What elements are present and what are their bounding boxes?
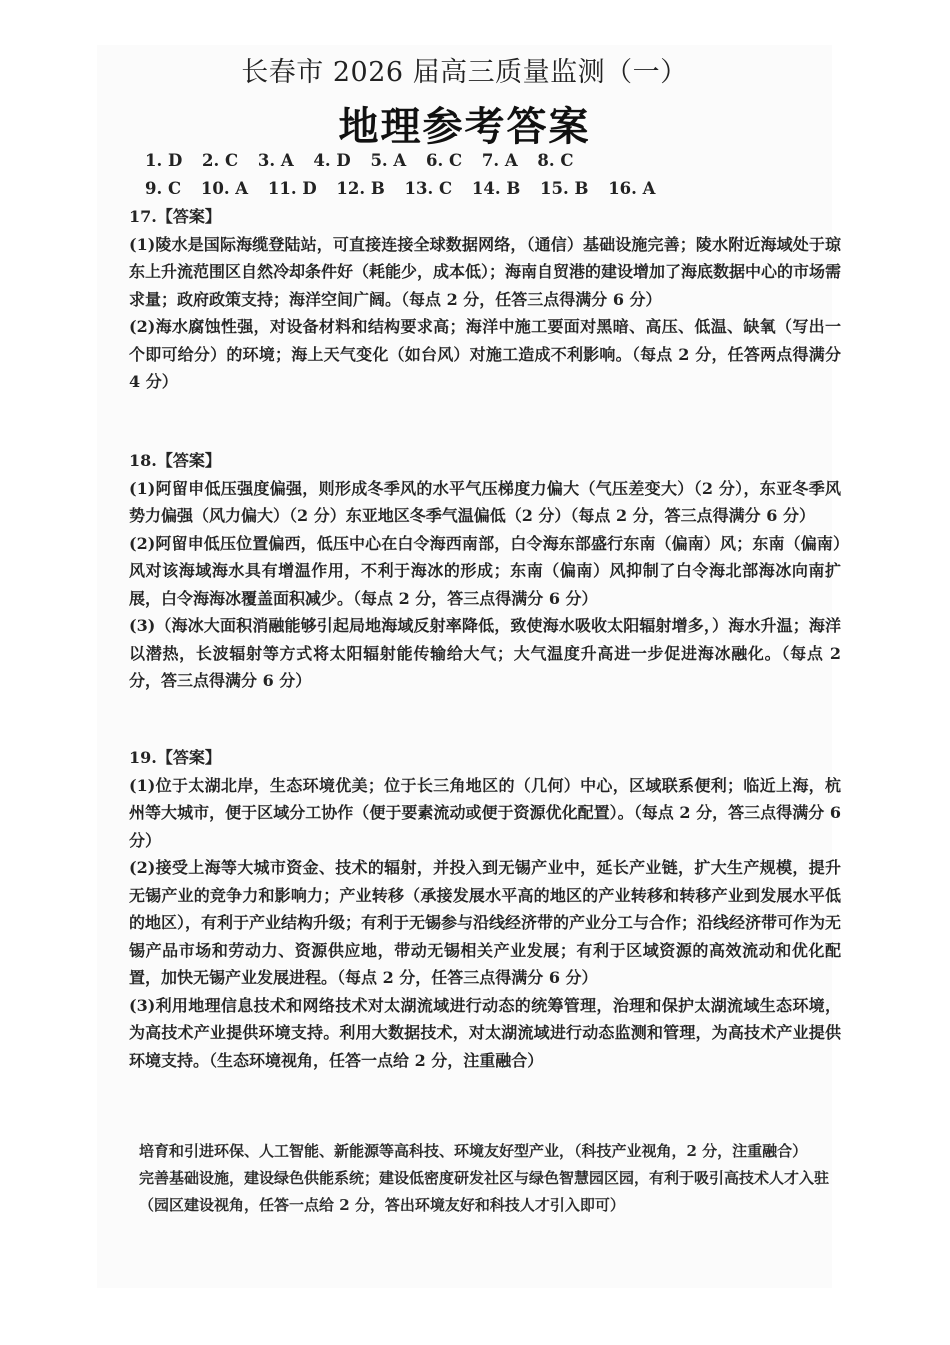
question-19-answer — [129, 744, 841, 1074]
answer-key-item: 8. C — [537, 151, 574, 170]
answer-sheet-page — [97, 45, 842, 1288]
answer-key-item: 3. A — [257, 151, 294, 170]
question-heading: 19.【答案】 — [129, 748, 221, 767]
answer-part: (3)（海冰大面积消融能够引起局地海域反射率降低，致使海水吸收太阳辐射增多，）海水升温；海洋以潜热，长波辐射等方式将太阳辐射能传输给大气；大气温度升高进一步促进海冰融化。（每点 2 分，答三点得满分 6 分） — [129, 616, 841, 690]
answer-key-item: 15. B — [540, 179, 589, 198]
answer-key-item: 1. D — [145, 151, 183, 170]
supplement-paragraph: 培育和引进环保、人工智能、新能源等高科技、环境友好型产业，（科技产业视角，2 分，注重融合） — [139, 1142, 808, 1160]
answer-key-row-1 — [145, 151, 587, 170]
question-17-answer — [129, 203, 841, 396]
answer-key-item: 11. D — [267, 179, 317, 198]
answer-key-item: 12. B — [336, 179, 385, 198]
answer-key-item: 4. D — [313, 151, 351, 170]
answer-key-item: 2. C — [202, 151, 239, 170]
question-19-supplement — [139, 1138, 829, 1219]
document-title: 地理参考答案 — [338, 104, 591, 150]
answer-part: (2)阿留申低压位置偏西，低压中心在白令海西南部，白令海东部盛行东南（偏南）风；东南（偏南）风对该海域海水具有增温作用，不利于海冰的形成；东南（偏南）风抑制了白令海北部海冰向南扩展，白令海海冰覆盖面积减少。（每点 2 分，答三点得满分 6 分） — [129, 533, 841, 608]
answer-part: (3)利用地理信息技术和网络技术对太湖流域进行动态的统筹管理，治理和保护太湖流域生态环境，为高技术产业提供环境支持。利用大数据技术，对太湖流域进行动态监测和管理，为高技术产业提供环境支持。（生态环境视角，任答一点给 2 分，注重融合） — [129, 995, 841, 1070]
answer-key-item: 5. A — [370, 151, 407, 170]
answer-part: (1)陵水是国际海缆登陆站，可直接连接全球数据网络，（通信）基础设施完善；陵水附近海域处于琼东上升流范围区自然冷却条件好（耗能少，成本低）；海南自贸港的建设增加了海底数据中心的市场需求量；政府政策支持；海洋空间广阔。（每点 2 分，任答三点得满分 6 分） — [129, 234, 842, 309]
question-heading: 17.【答案】 — [129, 207, 221, 226]
answer-key-item: 6. C — [425, 151, 463, 170]
answer-part: (1)位于太湖北岸，生态环境优美；位于长三角地区的（几何）中心，区域联系便利；临近上海，杭州等大城市，便于区域分工协作（便于要素流动或便于资源优化配置）。（每点 2 分，答三点得满分 6 分） — [129, 775, 841, 850]
answer-key-row-2 — [145, 179, 669, 198]
question-18-answer — [129, 447, 841, 695]
answer-key-item: 14. B — [471, 179, 521, 198]
question-heading: 18.【答案】 — [129, 451, 221, 470]
answer-key-item: 10. A — [200, 179, 249, 198]
answer-part: (1)阿留申低压强度偏强，则形成冬季风的水平气压梯度力偏大（气压差变大）（2 分），东亚冬季风势力偏强（风力偏大）（2 分）东亚地区冬季气温偏低（2 分）（每点 2 分，答三点得满分 6 分） — [129, 478, 841, 525]
answer-key-item: 9. C — [145, 179, 182, 198]
answer-part: (2)海水腐蚀性强，对设备材料和结构要求高；海洋中施工要面对黑暗、高压、低温、缺氧（写出一个即可给分）的环境；海上天气变化（如台风）对施工造成不利影响。（每点 2 分，任答两点得满分 4 分） — [129, 317, 841, 391]
answer-part: (2)接受上海等大城市资金、技术的辐射，并投入到无锡产业中，延长产业链，扩大生产规模，提升无锡产业的竞争力和影响力；产业转移（承接发展水平高的地区的产业转移和转移产业到发展水平低的地区），有利于产业结构升级；有利于无锡参与沿线经济带的产业分工与合作；沿线经济带可作为无锡产品市场和劳动力、资源供应地，带动无锡相关产业发展；有利于区域资源的高效流动和优化配置，加快无锡产业发展进程。（每点 2 分，任答三点得满分 6 分） — [129, 858, 842, 987]
answer-key-item: 16. A — [608, 179, 656, 198]
answer-key-item: 7. A — [481, 151, 518, 170]
supplement-paragraph: 完善基础设施，建设绿色供能系统；建设低密度研发社区与绿色智慧园区园，有利于吸引高技术人才入驻（园区建设视角，任答一点给 2 分，答出环境友好和科技人才引入即可） — [139, 1169, 830, 1214]
answer-key-item: 13. C — [404, 179, 453, 198]
exam-title: 长春市 2026 届高三质量监测（一） — [241, 57, 688, 88]
